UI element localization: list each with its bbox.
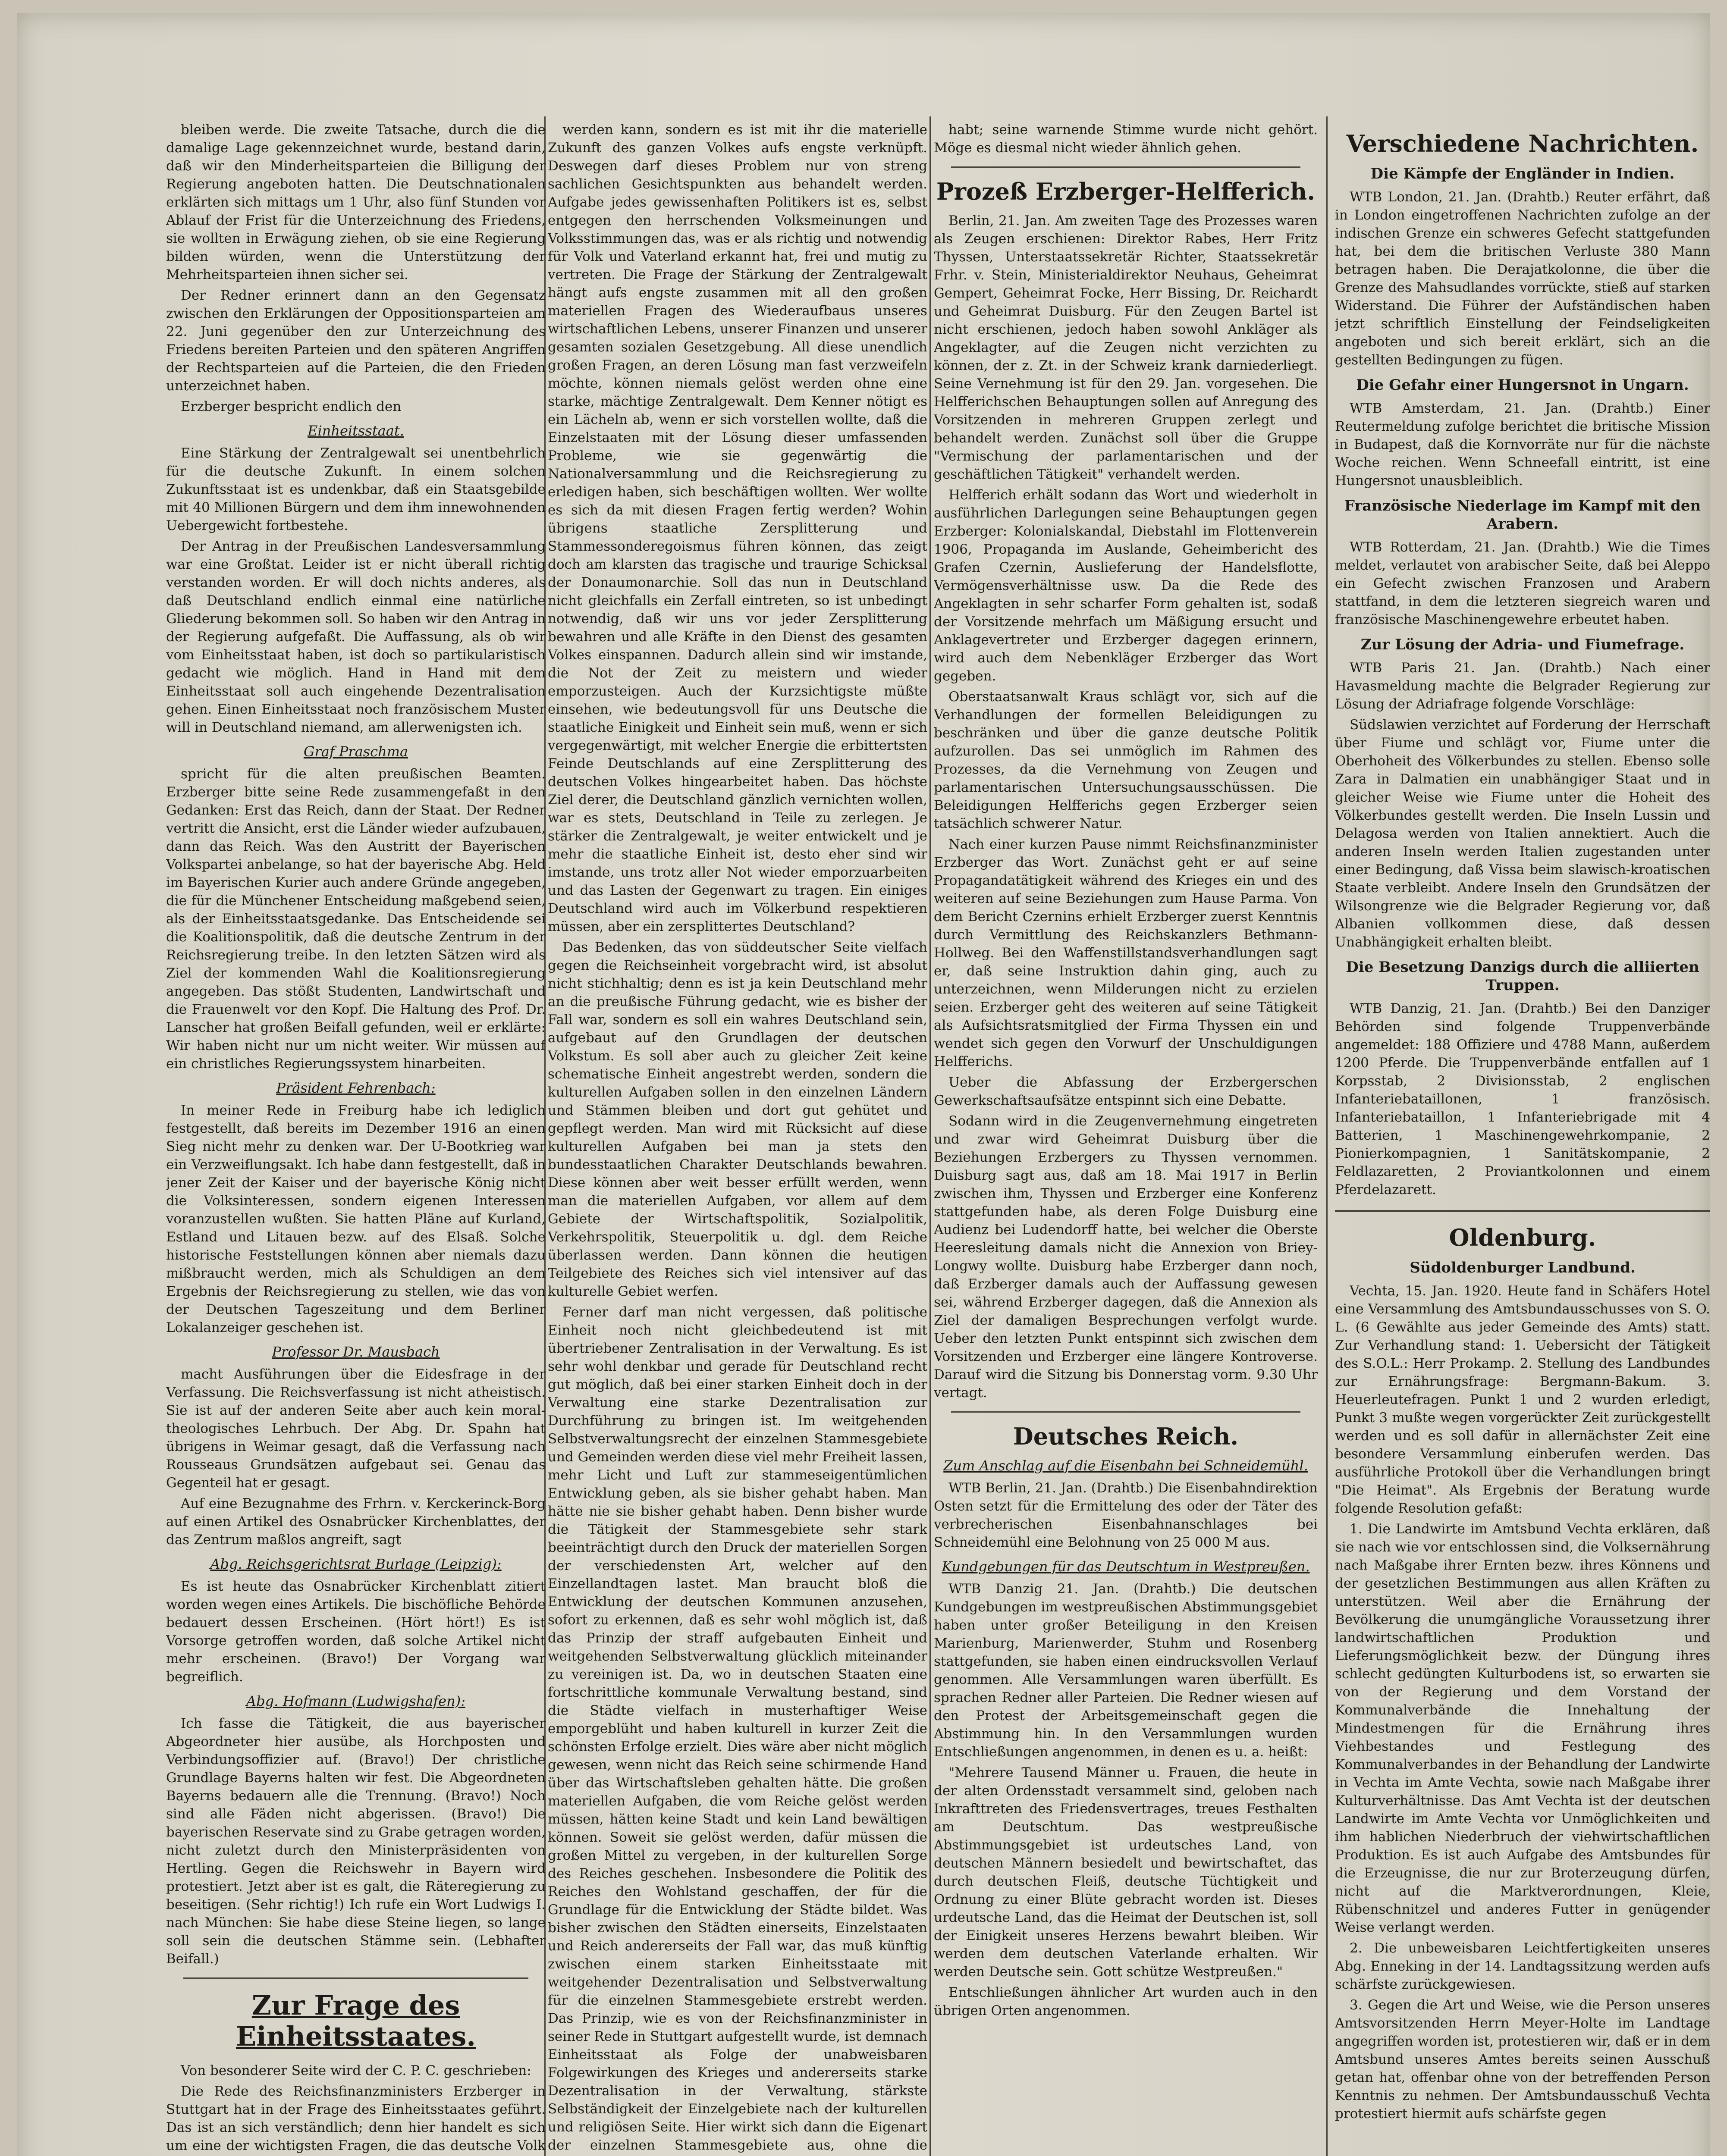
section-separator <box>1335 1210 1710 1212</box>
article-headline: Zur Lösung der Adria- und Fiumefrage. <box>1360 636 1685 653</box>
subheading: Abg. Reichsgerichtsrat Burlage (Leipzig): <box>210 1556 502 1572</box>
article-paragraph: Ferner darf man nicht vergessen, daß politische Einheit noch nicht gleichbedeutend ist mit übertriebener Zentralisation in der Verwaltung. Es ist sehr wohl denkbar und gerade für Deutschland recht gut möglich, daß bei einer starken Einheit doch in der Verwaltung eine starke Dezentralisation zur Durchführung zu bringen ist. Im weitgehenden Selbstverwaltungsrecht der einzelnen Stammesgebiete und Gemeinden werden diese viel mehr Freiheit lassen, mehr Licht und Luft zur stammeseigentümlichen Entwicklung geben, als sie bisher gehabt haben. Man hätte nie sie bisher gehabt haben. Denn bisher wurde die Tätigkeit der Stammesgebiete sehr stark beeinträchtigt durch den Druck der materiellen Sorgen der verschiedensten Art, welcher auf den Einzellandtagen lastet. Man braucht bloß die Entwicklung der deutschen Kommunen anzusehen, sofort zu erkennen, daß es sehr wohl möglich ist, daß das Prinzip der straff aufgebauten Einheit und weitgehenden Selbstverwaltung glücklich miteinander zu vereinigen ist. Da, wo in deutschen Staaten eine fortschrittliche kommunale Verwaltung bestand, sind die Städte vielfach in musterhaftiger Weise emporgeblüht und haben kulturell in kurzer Zeit die schönsten Erfolge erzielt. Dies wäre aber nicht möglich gewesen, wenn nicht das Reich seine schirmende Hand über das Wirtschaftsleben gehalten hätte. Die großen materiellen Aufgaben, die vom Reiche gelöst werden müssen, hätten keine Stadt und kein Land bewältigen können. Soweit sie gelöst werden, dafür müssen die großen Mittel zu vergeben, in der kulturellen Sorge des Reiches geschehen. Insbesondere die Politik des Reiches den Wohlstand geschaffen, der für die Grundlage für die Entwicklung der Städte bildet. Was bisher zwischen den Städten einerseits, Einzelstaaten und Reich andererseits der Fall war, das muß künftig zwischen einem starken Einheitsstaate mit weitgehender Dezentralisation und Selbstverwaltung für die einzelnen Stammesgebiete erstrebt werden. Das Prinzip, wie es von der Reichsfinanzminister in seiner Rede in Stuttgart aufgestellt wurde, ist demnach Einheitsstaat als Folge der unabweisbaren Folgewirkungen des Krieges und andererseits starke Dezentralisation in der Verwaltung, stärkste Selbständigkeit der Einzelgebiete nach der kulturellen und religiösen Seite. Hier wirkt sich dann die Eigenart der einzelnen Stammesgebiete aus, ohne die <box>548 1304 927 2153</box>
article-paragraph: Südslawien verzichtet auf Forderung der Herrschaft über Fiume und schlägt vor, Fiume unter die Oberhoheit des Völkerbundes zu stellen. Ebenso solle Zara in Dalmatien ein unabhängiger Staat und in gleicher Weise wie Fiume unter die Hoheit des Völkerbundes gestellt werden. Die Inseln Lussin und Delagosa werden von Italien annektiert. Auch die anderen Inseln werden Italien zugestanden unter einer Bedingung, daß Vissa beim slawisch-kroatischen Staate verbleibt. Andere Inseln den Grundsätzen der Wilsongrenze wie die Belgrader Regierung vor, daß Albanien vollkommen diese, daß dessen Unabhängigkeit erhalten bleibt. <box>1335 717 1710 950</box>
article-paragraph: habt; seine warnende Stimme wurde nicht gehört. Möge es diesmal nicht wieder ähnlich gehen. <box>934 122 1318 156</box>
article-paragraph: Auf eine Bezugnahme des Frhrn. v. Kerckerinck-Borg auf einen Artikel des Osnabrücker Kirchenblattes, der das Zentrum maßlos angreift, sagt <box>166 1496 546 1548</box>
article-headline: Südoldenburger Landbund. <box>1410 1259 1636 1276</box>
article-paragraph: macht Ausführungen über die Eidesfrage in der Verfassung. Die Reichsverfassung ist nicht atheistisch. Sie ist auf der anderen Seite aber auch kein moral-theologisches Lehrbuch. Der Abg. Dr. Spahn hat übrigens in Weimar gesagt, daß die Verfassung nach Rousseaus Grundsätzen aufgebaut sei. Genau das Gegenteil hat er gesagt. <box>166 1366 546 1491</box>
article-paragraph: In meiner Rede in Freiburg habe ich lediglich festgestellt, daß bereits im Dezember 1916 an einen Sieg nicht mehr zu denken war. Der U-Bootkrieg war ein Verzweiflungsakt. Ich habe dann festgestellt, daß in jener Zeit der Kaiser und der bayerische König nicht die Volksinteressen, sondern eigenen Interessen voranzustellen wußten. Sie hatten Pläne auf Kurland, Estland und Litauen bezw. auf des Elsaß. Solche historische Feststellungen können aber niemals dazu mißbraucht werden, mich als Schuldigen an dem Ergebnis der Reichsregierung zu stellen, wie das von der Deutschen Tageszeitung und dem Berliner Lokalanzeiger geschehen ist. <box>166 1103 546 1335</box>
article-headline: Zur Frage des Einheitsstaates. <box>236 1990 476 2052</box>
article-paragraph: Eine Stärkung der Zentralgewalt sei unentbehrlich für die deutsche Zukunft. In einem solchen Zukunftsstaat ist es undenkbar, daß ein Staatsgebilde mit 40 Millionen Bürgern und dem ihm innewohnenden Uebergewicht fortbestehe. <box>166 445 546 533</box>
section-headline: Prozeß Erzberger-Helfferich. <box>936 178 1316 205</box>
article-paragraph: Das Bedenken, das von süddeutscher Seite vielfach gegen die Reichseinheit vorgebracht wird, ist absolut nicht stichhaltig; denn es ist ja kein Deutschland mehr an die preußische Führung gedacht, wie es bisher der Fall war, sondern es soll ein wahres Deutschland sein, aufgebaut auf den Grundlagen der deutschen Volkstum. Es soll aber auch zu gleicher Zeit keine schematische Einheit angestrebt werden, sondern die kulturellen Aufgaben sollen in den einzelnen Ländern und Stämmen bleiben und dort gut gehütet und gepflegt werden. Man wird mit Rücksicht auf diese kulturellen Aufgaben bei man ja stets den bundesstaatlichen Charakter Deutschlands bewahren. Diese können aber weit besser erfüllt werden, wenn man die materiellen Aufgaben, vor allem auf dem Gebiete der Wirtschaftspolitik, Sozialpolitik, Verkehrspolitik, Steuerpolitik u. dgl. dem Reiche überlassen werden. Dann können die heutigen Teilgebiete des Reiches sich viel intensiver auf das kulturelle Gebiet werfen. <box>548 940 927 1299</box>
section-separator <box>183 1977 528 1979</box>
article-paragraph: WTB Berlin, 21. Jan. (Drahtb.) Die Eisenbahndirektion Osten setzt für die Ermittelung des oder der Täter des verbrecherischen Eisenbahnanschlages bei Schneidemühl eine Belohnung von 25 000 M aus. <box>934 1480 1318 1550</box>
subheading: Präsident Fehrenbach: <box>276 1080 436 1096</box>
subheading: Einheitsstaat. <box>308 423 404 439</box>
section-headline: Deutsches Reich. <box>1013 1423 1239 1450</box>
article-paragraph: werden kann, sondern es ist mit ihr die materielle Zukunft des ganzen Volkes aufs engste verknüpft. Deswegen darf dieses Problem nur von streng sachlichen Gesichtspunkten aus behandelt werden. Aufgabe jedes gewissenhaften Politikers ist es, selbst entgegen den herrschenden Volksmeinungen und Volksstimmungen das, was er als richtig und notwendig für Volk und Vaterland erkannt hat, frei und mutig zu vertreten. Die Frage der Stärkung der Zentralgewalt hängt aufs engste zusammen mit all den großen materiellen Fragen des Wiederaufbaus unseres wirtschaftlichen Lebens, unserer Finanzen und unserer gesamten sozialen Gesetzgebung. All diese unendlich großen Fragen, an deren Lösung man fast verzweifeln möchte, können niemals gelöst werden ohne eine starke, mächtige Zentralgewalt. Dem Kenner nötigt es ein Lächeln ab, wenn er sich vorstellen wollte, daß die Einzelstaaten mit der Lösung dieser umfassenden Probleme, wie sie gegenwärtig die Nationalversammlung und die Reichsregierung zu erledigen haben, sich beschäftigen wollten. Wer wollte es sich da mit diesen Fragen fertig werden? Wohin übrigens staatliche Zersplitterung und Stammessonderegoismus führen können, das zeigt doch am klarsten das tragische und traurige Schicksal der Donaumonarchie. Soll das nun in Deutschland nicht gleichfalls ein Zerfall eintreten, so ist unbedingt notwendig, daß wir uns vor jeder Zersplitterung bewahren und alle Kräfte in den Dienst des gesamten Volkes einspannen. Dadurch allein sind wir imstande, die Not der Zeit zu meistern und wieder emporzusteigen. Auch der Kurzsichtigste müßte einsehen, wie bedeutungsvoll für uns Deutsche die staatliche Einigkeit und Einheit sein muß, wenn er sich vergegenwärtigt, mit welcher Energie die erbittertsten Feinde Deutschlands auf eine Zersplitterung des deutschen Volkes hingearbeitet haben. Das höchste Ziel derer, die Deutschland gänzlich vernichten wollen, war es stets, Deutschland in Teile zu zerlegen. Je stärker die Zentralgewalt, je weiter entwickelt und je mehr die staatliche Einheit ist, desto eher sind wir imstande, uns trotz aller Not wieder emporzuarbeiten und das Lasten der Gegenwart zu tragen. Ein einiges Deutschland wird auch im Völkerbund respektieren müssen, aber ein zersplittertes Deutschland? <box>548 122 927 934</box>
section-separator <box>951 1411 1300 1413</box>
subheading: Abg. Hofmann (Ludwigshafen): <box>246 1693 465 1709</box>
article-paragraph: Sodann wird in die Zeugenvernehmung eingetreten und zwar wird Geheimrat Duisburg über die Beziehungen Erzbergers zu Thyssen vernommen. Duisburg sagt aus, daß am 18. Mai 1917 in Berlin zwischen ihm, Thyssen und Erzberger eine Konferenz stattgefunden habe, als deren Folge Duisburg eine Audienz bei Ludendorff hatte, bei welcher die Oberste Heeresleitung damals nicht die Annexion von Briey-Longwy wollte. Duisburg habe Erzberger dann noch, daß Erzberger damals auch der Auffassung gewesen sei, während Erzberger dagegen, daß die Annexion als Ziel der damaligen Besprechungen verfolgt wurde. Ueber den letzten Punkt entspinnt sich zwischen dem Vorsitzenden und Erzberger eine längere Kontroverse. Darauf wird die Sitzung bis Donnerstag vorm. 9.30 Uhr vertagt. <box>934 1113 1318 1401</box>
article-paragraph: "Mehrere Tausend Männer u. Frauen, die heute in der alten Ordensstadt versammelt sind, geloben nach Inkrafttreten des Friedensvertrages, treues Festhalten am Deutschtum. Das westpreußische Abstimmungsgebiet ist urdeutsches Land, von deutschen Männern besiedelt und bewirtschaftet, das durch deutschen Fleiß, deutsche Tüchtigkeit und Ordnung zu einer Blüte gebracht worden ist. Dieses urdeutsche Land, das die Heimat der Deutschen ist, soll der Einigkeit unseres Herzens bewahrt bleiben. Wir werden dem deutschen Vaterlande erhalten. Wir werden Deutsche sein. Gott schütze Westpreußen." <box>934 1765 1318 1980</box>
article-paragraph: bleiben werde. Die zweite Tatsache, durch die die damalige Lage gekennzeichnet wurde, bestand darin, daß wir den Minderheitsparteien die Billigung der Regierung angeboten hatten. Die Deutschnationalen erklärten sich mittags um 1 Uhr, also fünf Stunden vor Ablauf der Frist für die Unterzeichnung des Friedens, sie wollten in Erwägung ziehen, ob sie eine Regierung bilden würden, wenn die Unterstützung der Mehrheitsparteien ihnen sicher sei. <box>166 122 546 282</box>
section-headline: Verschiedene Nachrichten. <box>1346 130 1699 157</box>
article-headline: Die Gefahr einer Hungersnot in Ungarn. <box>1356 376 1689 394</box>
article-paragraph: Ich fasse die Tätigkeit, die aus bayerischer Abgeordneter hier ausübe, als Horchposten und Verbindungsoffizier auf. (Bravo!) Der christliche Grundlage Bayerns halten wir fest. Die Abgeordneten Bayerns bedauern alle die Trennung. (Bravo!) Noch sind alle Fäden nicht abgerissen. (Bravo!) Die bayerischen Reservate sind zu Grabe getragen worden, nicht zuletzt durch den Ministerpräsidenten von Hertling. Gegen die Reichswehr in Bayern wird protestiert. Jetzt aber ist es galt, die Räteregierung zu beseitigen. (Sehr richtig!) Ich rufe ein Wort Ludwigs I. nach München: Sie habe diese Steine liegen, so lange soll sein die deutschen Stämme sein. (Lebhafter Beifall.) <box>166 1716 546 1967</box>
article-paragraph: 2. Die unbeweisbaren Leichtfertigkeiten unseres Abg. Enneking in der 14. Landtagssitzung werden aufs schärfste zurückgewiesen. <box>1335 1940 1710 1992</box>
subheading: Graf Praschma <box>303 743 408 760</box>
subheading: Professor Dr. Mausbach <box>272 1344 440 1360</box>
article-paragraph: Entschließungen ähnlicher Art wurden auch in den übrigen Orten angenommen. <box>934 1985 1318 2018</box>
article-paragraph: WTB Amsterdam, 21. Jan. (Drahtb.) Einer Reutermeldung zufolge berichtet die britische Mission in Budapest, daß die Kornvorräte nur für die nächste Woche reichen. Wenn Schneefall eintritt, ist eine Hungersnot unausbleiblich. <box>1335 401 1710 489</box>
subheading: Zum Anschlag auf die Eisenbahn bei Schneidemühl. <box>943 1457 1308 1474</box>
article-paragraph: Nach einer kurzen Pause nimmt Reichsfinanzminister Erzberger das Wort. Zunächst geht er auf seine Propagandatätigkeit während des Krieges ein und des weiteren auf seine Beziehungen zum Hause Parma. Von dem Bericht Czernins erhielt Erzberger zuerst Kenntnis durch Vermittlung des Reichskanzlers Bethmann-Hollweg. Bei den Waffenstillstandsverhandlungen sagt er, daß seine Instruktion dahin ging, auch zu unterzeichnen, wenn Milderungen nicht zu erzielen seien. Erzberger geht des weiteren auf seine Tätigkeit als Aufsichtsratsmitglied der Firma Thyssen ein und wendet sich gegen den Vorwurf der Unschuldigungen Helfferichs. <box>934 837 1318 1069</box>
article-paragraph: Helfferich erhält sodann das Wort und wiederholt in ausführlichen Darlegungen seine Behauptungen gegen Erzberger: Kolonialskandal, Diebstahl im Flottenverein 1906, Propaganda im Auslande, Geheimbericht des Grafen Czernin, Auslieferung der Handelsflotte, Vermögensverhältnisse usw. Da die Rede des Angeklagten in sehr scharfer Form gehalten ist, sodaß der Vorsitzende mehrfach um Mäßigung ersucht und Anklagevertreter und Erzberger dagegen erinnern, wird auch dem Nebenkläger Erzberger das Wort gegeben. <box>934 487 1318 684</box>
column-3 <box>934 121 1318 2156</box>
article-paragraph: spricht für die alten preußischen Beamten. Erzberger bitte seine Rede zusammengefaßt in den Gedanken: Erst das Reich, dann der Staat. Der Redner vertritt die Ansicht, erst die Länder wieder aufzubauen, dann das Reich. Was den Austritt der Bayerischen Volkspartei anbelange, so hat der bayerische Abg. Held im Bayerischen Kurier auch andere Gründe angegeben, die für die Münchener Entscheidung maßgebend seien, als der Einheitsstaatsgedanke. Das Entscheidende sei die Koalitionspolitik, daß die deutsche Zentrum in der Reichsregierung treibe. In den letzten Sätzen wird als Ziel der kommenden Wahl die Koalitionsregierung angegeben. Das stößt Studenten, Landwirtschaft und die Frauenwelt vor den Kopf. Die Haltung des Prof. Dr. Lanscher hat großen Beifall gefunden, weil er erklärte: Wir haben nicht nur um nicht weiter. Wir müssen auf ein christliches Regierungssystem hinarbeiten. <box>166 766 546 1072</box>
newspaper-page <box>17 13 1710 2156</box>
article-paragraph: 1. Die Landwirte im Amtsbund Vechta erklären, daß sie nach wie vor entschlossen sind, die Volksernährung nach Maßgabe ihrer Ernten bezw. ihres Könnens und der gesetzlichen Bestimmungen aus allen Kräften zu unterstützen. Weil aber die Ernährung der Bevölkerung die unumgängliche Voraussetzung ihrer landwirtschaftlichen Produktion und Lieferungsmöglichkeit bezw. der Düngung ihres schlecht gedüngten Kulturbodens ist, so erwarten sie von der Regierung und dem Vorstand der Kommunalverbände die Innehaltung der Mindestmengen für die Ernährung ihres Viehbestandes und Festlegung des Kommunalverbandes in der Behandlung der Landwirte in Vechta im Amte Vechta, sowie nach Maßgabe ihrer Kulturverhältnisse. Das Amt Vechta ist der deutschen Landwirte im Amte Vechta vor Unmöglichkeiten und ihm hablichen Niederbruch der viehwirtschaftlichen Produktion. Es ist auch Aufgabe des Amtsbundes für die Erzeugnisse, die nur zur Broterzeugung dürfen, nicht auf die Marktverordnungen, Kleie, Rübenschnitzel und anderes Futter in genügender Weise verlangt werden. <box>1335 1521 1710 1935</box>
article-paragraph: WTB London, 21. Jan. (Drahtb.) Reuter erfährt, daß in London eingetroffenen Nachrichten zufolge an der indischen Grenze ein schweres Gefecht stattgefunden hat, bei dem die britischen Verluste 380 Mann betragen haben. Die Derajatkolonne, die über die Grenze des Mahsudlandes vorrückte, stieß auf starken Widerstand. Die Führer der Aufständischen haben jetzt schriftlich Einstellung der Feindseligkeiten angeboten und sich bereit erklärt, sich an die gestellten Bedingungen zu fügen. <box>1335 189 1710 368</box>
article-paragraph: Vechta, 15. Jan. 1920. Heute fand in Schäfers Hotel eine Versammlung des Amtsbundausschusses von S. O. L. (6 Gewählte aus jeder Gemeinde des Amts) statt. Zur Verhandlung stand: 1. Uebersicht der Tätigkeit des S.O.L.: Herr Prokamp. 2. Stellung des Landbundes zur Ernährungsfrage: Bergmann-Bakum. 3. Heuerleutefragen. Punkt 1 und 2 wurden erledigt, Punkt 3 mußte wegen vorgerückter Zeit zurückgestellt werden und es soll dafür in allernächster Zeit eine besondere Versammlung einberufen werden. Das ausführliche Protokoll über die Verhandlungen bringt "Die Heimat". Als Ergebnis der Beratung wurde folgende Resolution gefaßt: <box>1335 1283 1710 1516</box>
column-rule <box>929 116 931 2156</box>
article-paragraph: Von besonderer Seite wird der C. P. C. geschrieben: <box>181 2063 531 2078</box>
article-paragraph: Der Antrag in der Preußischen Landesversammlung war eine Großtat. Leider ist er nicht überall richtig verstanden worden. Er will doch nichts anderes, als daß Deutschland endlich einmal eine natürliche Gliederung bekommen soll. So haben wir den Antrag in der Regierung aufgefaßt. Die Auffassung, als ob wir vom Einheitsstaat haben, ist doch so partikularistisch gedacht wie möglich. Hand in Hand mit dem Einheitsstaat soll auch eingehende Dezentralisation gehen. Einen Einheitsstaat noch französischem Muster will in Deutschland niemand, am allerwenigsten ich. <box>166 539 546 735</box>
article-paragraph: 3. Gegen die Art und Weise, wie die Person unseres Amtsvorsitzenden Herrn Meyer-Holte im Landtage angegriffen worden ist, protestieren wir, daß er in dem Amtsbund unseres Amtes bereits seinen Ausschuß getan hat, offenbar ohne von der betreffenden Person Kenntnis zu nehmen. Der Amtsbundausschuß Vechta protestiert hiermit aufs schärfste gegen <box>1335 1997 1710 2122</box>
section-separator <box>951 166 1300 168</box>
article-paragraph: Erzberger bespricht endlich den <box>181 399 402 414</box>
article-paragraph: WTB Paris 21. Jan. (Drahtb.) Nach einer Havasmeldung machte die Belgrader Regierung zur Lösung der Adriafrage folgende Vorschläge: <box>1335 660 1710 712</box>
article-paragraph: WTB Rotterdam, 21. Jan. (Drahtb.) Wie die Times meldet, verlautet von arabischer Seite, daß bei Aleppo ein Gefecht zwischen Franzosen und Arabern stattfand, in dem die letzteren siegreich waren und französische Maschinengewehre erbeutet haben. <box>1335 539 1710 627</box>
column-4 <box>1335 121 1710 2156</box>
column-1 <box>166 121 546 2156</box>
article-paragraph: Berlin, 21. Jan. Am zweiten Tage des Prozesses waren als Zeugen erschienen: Direktor Rabes, Herr Fritz Thyssen, Unterstaatssekretär Richter, Staatssekretär Frhr. v. Stein, Ministerialdirektor Neuhaus, Geheimrat Gempert, Geheimrat Focke, Herr Bissing, Dr. Reichardt und Geheimrat Duisburg. Für den Zeugen Bartel ist nicht erschienen, jedoch haben sowohl Ankläger als Angeklagter, auf die Zeugen nicht verzichten zu können, der z. Zt. in der Schweiz krank darniederliegt. Seine Vernehmung ist für den 29. Jan. vorgesehen. Die Helfferichschen Behauptungen sollen auf Anregung des Vorsitzenden in mehreren Gruppen zerlegt und behandelt werden. Zunächst soll über die Gruppe "Vermischung der parlamentarischen und der geschäftlichen Tätigkeit" verhandelt werden. <box>934 213 1318 482</box>
article-paragraph: Ueber die Abfassung der Erzbergerschen Gewerkschaftsaufsätze entspinnt sich eine Debatte. <box>934 1075 1318 1108</box>
article-paragraph: WTB Danzig 21. Jan. (Drahtb.) Die deutschen Kundgebungen im westpreußischen Abstimmungsgebiet haben unter großer Beteiligung in den Kreisen Marienburg, Marienwerder, Stuhm und Rosenberg stattgefunden, sie haben einen eindrucksvollen Verlauf genommen. Alle Versammlungen waren überfüllt. Es sprachen Redner aller Parteien. Die Redner wiesen auf den Protest der Arbeitsgemeinschaft gegen die Abstimmung hin. In den Versammlungen wurden Entschließungen angenommen, in denen es u. a. heißt: <box>934 1581 1318 1760</box>
article-paragraph: WTB Danzig, 21. Jan. (Drahtb.) Bei den Danziger Behörden sind folgende Truppenverbände angemeldet: 188 Offiziere und 4788 Mann, außerdem 1200 Pferde. Die Truppenverbände entfallen auf 1 Korpsstab, 2 Divisionsstab, 2 englischen Infanteriebataillonen, 1 französisch. Infanteriebataillon, 1 Infanteriebrigade mit 4 Batterien, 1 Maschinengewehrkompanie, 2 Pionierkompagnien, 1 Sanitätskompanie, 2 Feldlazaretten, 2 Proviantkolonnen und einem Pferdelazarett. <box>1335 1001 1710 1197</box>
article-headline: Französische Niederlage im Kampf mit den Arabern. <box>1344 497 1701 533</box>
article-paragraph: Oberstaatsanwalt Kraus schlägt vor, sich auf die Verhandlungen der formellen Beleidigungen zu beschränken und über die ganze deutsche Politik aufzurollen. Das sei unmöglich im Rahmen des Prozesses, da die Vernehmung von Zeugen und parlamentarischen Untersuchungsausschüssen. Die Beleidigungen Helfferichs gegen Erzberger seien tatsächlich schwerer Natur. <box>934 689 1318 831</box>
subheading: Kundgebungen für das Deutschtum in Westpreußen. <box>942 1558 1310 1575</box>
article-paragraph: Der Redner erinnert dann an den Gegensatz zwischen den Erklärungen der Oppositionsparteien am 22. Juni gegenüber den zur Unterzeichnung des Friedens bereiten Parteien und den späteren Angriffen der Rechtsparteien auf die Parteien, die den Frieden unterzeichnet haben. <box>166 288 546 394</box>
column-rule <box>1326 116 1328 2156</box>
article-paragraph: Die Rede des Reichsfinanzministers Erzberger in Stuttgart hat in der Frage des Einheitsstaates geführt. Das ist an sich verständlich; denn hier handelt es sich um eine der wichtigsten Fragen, die das deutsche Volk <box>166 2084 546 2153</box>
article-headline: Die Kämpfe der Engländer in Indien. <box>1370 165 1675 182</box>
column-2 <box>548 121 927 2156</box>
section-headline: Oldenburg. <box>1449 1224 1596 1251</box>
article-headline: Die Besetzung Danzigs durch die alliierten Truppen. <box>1346 959 1699 994</box>
article-paragraph: Es ist heute das Osnabrücker Kirchenblatt zitiert worden wegen eines Artikels. Die bischöfliche Behörde bedauert dessen Erscheinen. (Hört hört!) Es ist Vorsorge getroffen worden, daß solche Artikel nicht mehr erscheinen. (Bravo!) Der Vorgang war begreiflich. <box>166 1579 546 1685</box>
